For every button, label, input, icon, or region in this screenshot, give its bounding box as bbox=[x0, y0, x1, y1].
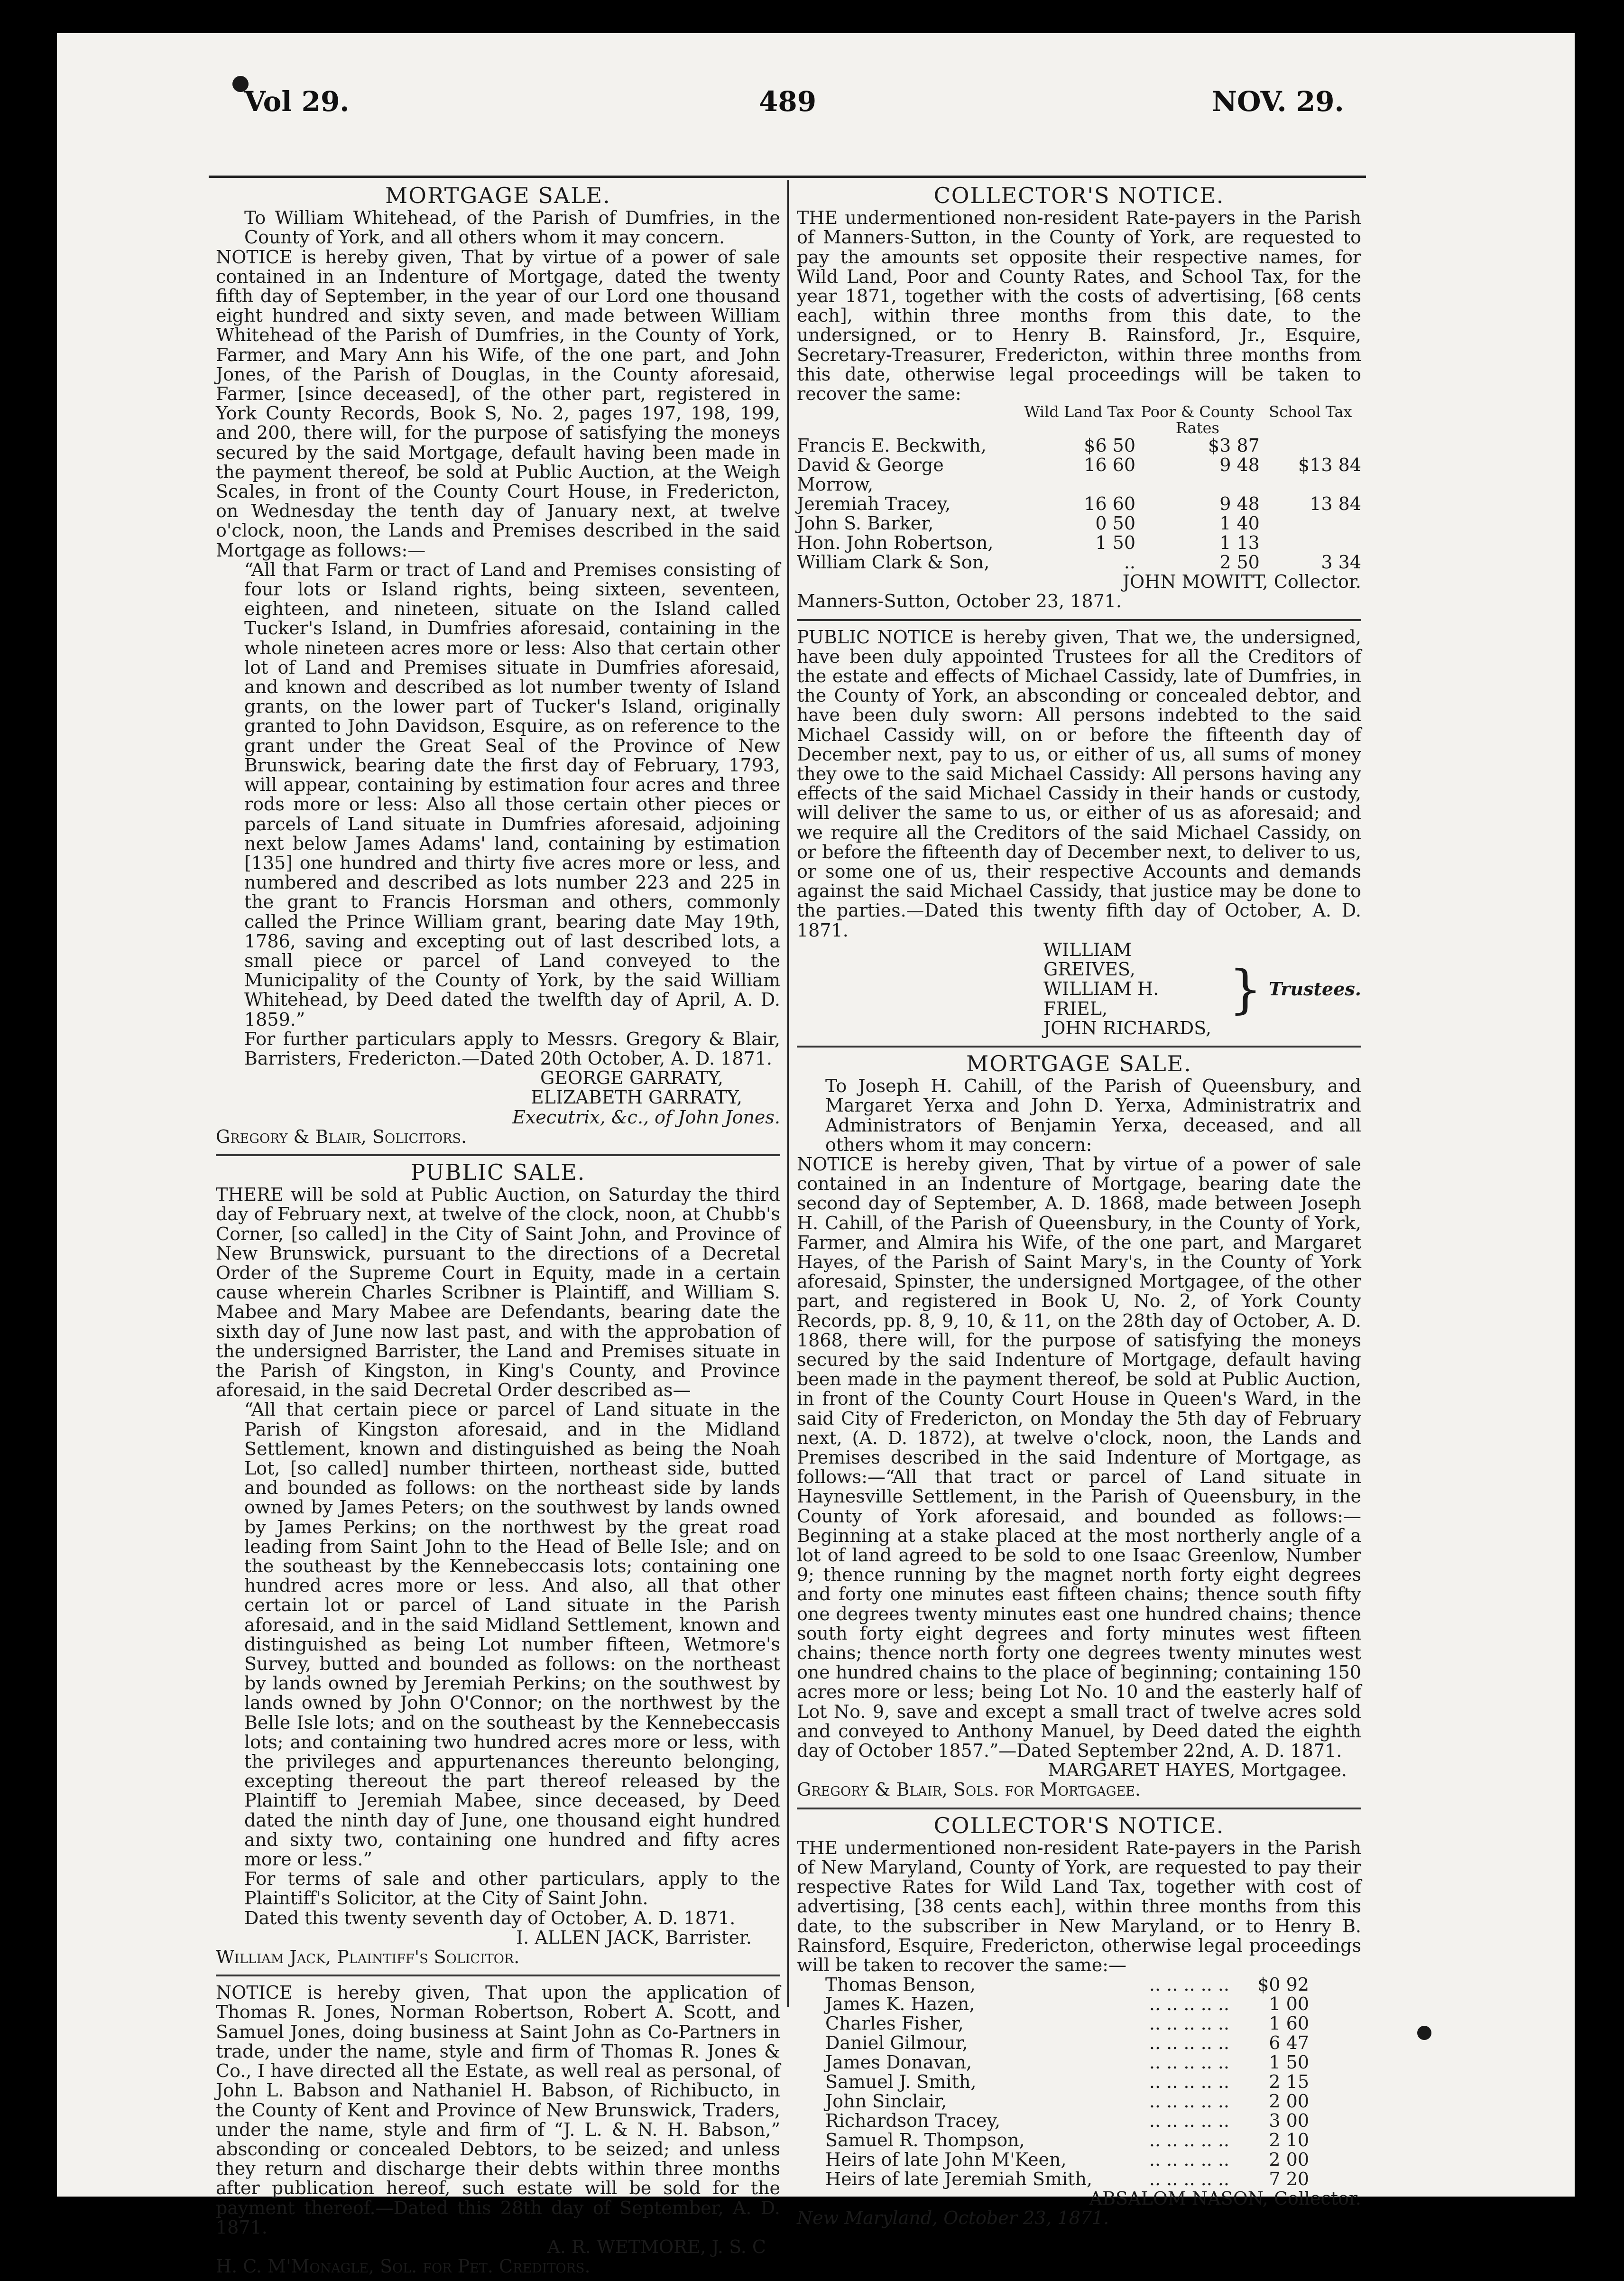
wetmore-signature: A. R. WETMORE, J. S. C bbox=[547, 2236, 766, 2257]
trustee-signature: WILLIAM GREIVES, bbox=[1043, 939, 1135, 980]
mortgage-sale-title: MORTGAGE SALE. bbox=[385, 183, 611, 208]
public-sale-quote: “All that certain piece or parcel of Land situate in the Parish of Kingston aforesaid, and in the Midland Settlement, known and distinguished as being the Noah Lot, [so called] number thirteen, northeast side, butted and bounded as follows: on the northeast side by lands owned by James Peters; on the southwest by lands owned by James Perkins; on the northwest by the great road leading from Saint John to the Head of Belle Isle; and on the southeast by the Kennebeccasis lots; containing one hundred acres more or less. And also, all that other certain lot or parcel of Land situate in the Parish aforesaid, and in the said Midland Settlement, known and distinguished as being Lot number fifteen, Wetmore's Survey, butted and bounded as follows: on the northeast by lands owned by Jeremiah Perkins; on the southwest by lands owned by John O'Connor; on the northwest by the Belle Isle lots; and on the southeast by the Kennebeccasis lots; and containing two hundred acres more or less, with the privileges and appurtenances thereunto belonging, excepting thereout the part thereof released by the Plaintiff to Jeremiah Mabee, since deceased, by Deed dated the ninth day of June, one thousand eight hundred and sixty two, containing one hundred and fifty acres more or less.” bbox=[244, 1399, 780, 1870]
trustee-signature: JOHN RICHARDS, bbox=[1043, 1017, 1211, 1039]
public-sale-dated: Dated this twenty seventh day of October, A. D. 1871. bbox=[244, 1907, 736, 1929]
mortgage-sale-2-body: NOTICE is hereby given, That by virtue of a power of sale contained in an Indenture of Mortgage, bearing date the second day of September, A. D. 1868, made between Joseph H. Cahill, of the Parish of Queensbury, in the County of York, Farmer, and Almira his Wife, of the one part, and Margaret Hayes, of the Parish of Saint Mary's, in the County of York aforesaid, Spinster, the undersigned Mortgagee, of the other part, and registered in Book U, No. 2, of York County Records, pp. 8, 9, 10, & 11, on the 28th day of October, A. D. 1868, there will, for the purpose of satisfying the moneys secured by the said Indenture of Mortgage, default having been made in the payment thereof, be sold at Public Auction, in front of the County Court House in Queen's Ward, in the said City of Fredericton, on Monday the 5th day of February next, (A. D. 1872), at twelve o'clock, noon, the Lands and Premises described in the said Indenture of Mortgage, as follows:—“All that tract or parcel of Land situate in Haynesville Settlement, in the Parish of Queensbury, in the County of York aforesaid, and bounded as follows:—Beginning at a stake placed at the most northerly angle of a lot of land agreed to be sold to one Isaac Greenlow, Number 9; thence running by the magnet north forty eight degrees and forty one minutes east fifteen chains; thence south fifty one degrees twenty minutes east one hundred chains; thence south forty eight degrees and forty minutes west fifteen chains; thence north forty one degrees twenty minutes west one hundred chains to the place of beginning; containing 150 acres more or less; being Lot No. 10 and the easterly half of Lot No. 9, save and except a small tract of twelve acres sold and conveyed to Anthony Manuel, by Deed dated the eighth day of October 1857.”—Dated September 22nd, A. D. 1871. bbox=[797, 1153, 1361, 1762]
mortgagee-solicitors: Gregory & Blair, Sols. for Mortgagee. bbox=[797, 1779, 1141, 1800]
mortgage-sale-body: NOTICE is hereby given, That by virtue of a power of sale contained in an Indenture of Mortgage, dated the twenty fifth day of September, in the year of our Lord one thousand eight hundred and sixty seven, and made between William Whitehead of the Parish of Dumfries, in the County of York, Farmer, and Mary Ann his Wife, of the one part, and John Jones, of the Parish of Douglas, in the County aforesaid, Farmer, [since deceased], of the other part, registered in York County Records, Book S, No. 2, pages 197, 198, 199, and 200, there will, for the purpose of satisfying the moneys secured by the said Mortgage, default having been made in the payment thereof, be sold at Public Auction, at the Weigh Scales, in front of the County Court House, in Fredericton, on Wednesday the tenth day of January next, at twelve o'clock, noon, the Lands and Premises described in the said Mortgage as follows:— bbox=[216, 246, 780, 561]
trustees-brace: } bbox=[1228, 958, 1262, 1020]
table-row: Samuel J. Smith, .. .. .. .. .. 2 15 bbox=[825, 2071, 1309, 2093]
table-row: Jeremiah Tracey, 16 60 9 48 13 84 bbox=[797, 493, 1361, 515]
barrister-signature: I. ALLEN JACK, Barrister. bbox=[516, 1927, 752, 1948]
creditors-solicitor: H. C. M'Monagle, Sol. for Pet. Creditors. bbox=[216, 2256, 591, 2277]
table-row: David & George Morrow, 16 60 9 48 $13 84 bbox=[797, 454, 1361, 495]
collector-notice-body: THE undermentioned non-resident Rate-payers in the Parish of Manners-Sutton, in the County of York, are requested to pay the amounts set opposite their respective names, for Wild Land, Poor and County Rates, and School Tax, for the year 1871, together with the costs of advertising, [68 cents each], within three months from this date, to the undersigned, or to Henry B. Rainsford, Jr., Esquire, Secretary-Treasurer, Fredericton, within three months from this date, otherwise legal proceedings will be taken to recover the same: bbox=[797, 207, 1361, 405]
table-row: Heirs of late John M'Keen, .. .. .. .. .. 2 00 bbox=[825, 2149, 1309, 2170]
col-head-school: School Tax bbox=[1269, 403, 1352, 421]
table-row: Francis E. Beckwith, $6 50 $3 87 bbox=[797, 435, 1260, 456]
table-row: William Clark & Son, .. 2 50 3 34 bbox=[797, 552, 1361, 573]
column-divider bbox=[787, 180, 789, 2007]
section-separator bbox=[216, 1975, 780, 1976]
table-row: John Sinclair, .. .. .. .. .. 2 00 bbox=[825, 2091, 1309, 2112]
public-sale-body: THERE will be sold at Public Auction, on Saturday the third day of February next, at twelve of the clock, noon, at Chubb's Corner, [so called] in the City of Saint John, and Province of New Brunswick, pursuant to the directions of a Decretal Order of the Supreme Court in Equity, made in a certain cause wherein Charles Scribner is Plaintiff, and William S. Mabee and Mary Mabee are Defendants, bearing date the sixth day of June now last past, and with the approbation of the undersigned Barrister, the Land and Premises situate in the Parish of Kingston, in King's County, and Province aforesaid, in the said Decretal Order described as— bbox=[216, 1184, 780, 1401]
table-row: Heirs of late Jeremiah Smith, .. .. .. .. .. 7 20 bbox=[825, 2169, 1309, 2190]
table-row: Thomas Benson, .. .. .. .. .. $0 92 bbox=[825, 1974, 1309, 1995]
table-row: Samuel R. Thompson, .. .. .. .. .. 2 10 bbox=[825, 2130, 1309, 2151]
collector-notice-2-body: THE undermentioned non-resident Rate-payers in the Parish of New Maryland, County of York, are requested to pay their respective Rates for Wild Land Tax, together with cost of advertising, [38 cents each], within three months from this date, to the subscriber in New Maryland, or to Henry B. Rainsford, Esquire, Fredericton, otherwise legal proceedings will be taken to recover the same:— bbox=[797, 1837, 1361, 1976]
collector-notice-2-title: COLLECTOR'S NOTICE. bbox=[933, 1812, 1225, 1838]
mortgage-sale-2-addressee: To Joseph H. Cahill, of the Parish of Queensbury, and Margaret Yerxa and John D. Yerxa, Administratrix and Administrators of Benjamin Yerxa, deceased, and all others whom it may concern: bbox=[825, 1076, 1361, 1155]
header-rule bbox=[209, 176, 1366, 178]
mortgage-sale-2-title: MORTGAGE SALE. bbox=[966, 1050, 1192, 1076]
manners-sutton-dateline: Manners-Sutton, October 23, 1871. bbox=[797, 591, 1122, 612]
table-row: John S. Barker, 0 50 1 40 bbox=[797, 513, 1260, 534]
trustee-signature: WILLIAM H. FRIEL, bbox=[1043, 978, 1159, 1019]
section-separator bbox=[797, 1046, 1361, 1048]
public-sale-title: PUBLIC SALE. bbox=[410, 1159, 586, 1185]
babson-notice-body: NOTICE is hereby given, That upon the application of Thomas R. Jones, Norman Robertson, Robert A. Scott, and Samuel Jones, doing business at Saint John as Co-Partners in trade, under the name, style and firm of Thomas R. Jones & Co., I have directed all the Estate, as well real as personal, of John L. Babson and Nathaniel H. Babson, of Richibucto, in the County of Kent and Province of New Brunswick, Traders, under the name, style and firm of “J. L. & N. H. Babson,” absconding or concealed Debtors, to be seized; and unless they return and discharge their debts within three months after publication hereof, such estate will be sold for the payment thereof.—Dated this 28th day of September, A. D. 1871. bbox=[216, 1982, 780, 2238]
table-row: Daniel Gilmour, .. .. .. .. .. 6 47 bbox=[825, 2032, 1309, 2054]
mortgage-sale-further: For further particulars apply to Messrs. Gregory & Blair, Barristers, Fredericton.—Dated 20th October, A. D. 1871. bbox=[244, 1028, 780, 1069]
table-row: Richardson Tracey, .. .. .. .. .. 3 00 bbox=[825, 2110, 1309, 2132]
manners-sutton-tax-table bbox=[797, 404, 1361, 572]
trustees-role: Trustees. bbox=[1268, 978, 1361, 1000]
left-column bbox=[216, 183, 780, 2277]
section-separator bbox=[216, 1154, 780, 1156]
col-head-poor-county: Poor & County Rates bbox=[1141, 403, 1255, 437]
table-row: James K. Hazen, .. .. .. .. .. 1 00 bbox=[825, 1994, 1309, 2015]
col-head-wild-land: Wild Land Tax bbox=[1024, 403, 1134, 421]
plaintiff-solicitor: William Jack, Plaintiff's Solicitor. bbox=[216, 1947, 520, 1968]
signature-executrix: Executrix, &c., of John Jones. bbox=[512, 1106, 780, 1128]
signature-george-garraty: GEORGE GARRATY, bbox=[540, 1067, 723, 1089]
trustees-signature-block bbox=[797, 940, 1361, 1038]
table-row: James Donavan, .. .. .. .. .. 1 50 bbox=[825, 2052, 1309, 2073]
volume-label: Vol 29. bbox=[244, 85, 350, 118]
trustees-notice-body: PUBLIC NOTICE is hereby given, That we, the undersigned, have been duly appointed Trustees for all the Creditors of the estate and effects of Michael Cassidy, late of Dumfries, in the County of York, an absconding or concealed debtor, and have been duly sworn: All persons indebted to the said Michael Cassidy will, on or before the fifteenth day of December next, pay to us, or either of us, all sums of money they owe to the said Michael Cassidy: All persons having any effects of the said Michael Cassidy in their hands or custody, will deliver the same to us, or either of us as aforesaid; and we require all the Creditors of the said Michael Cassidy, on or before the fifteenth day of December next, to deliver to us, or some one of us, their respective Accounts and demands against the said Michael Cassidy, that justice may be done to the parties.—Dated this twenty fifth day of October, A. D. 1871. bbox=[797, 626, 1361, 941]
new-maryland-dateline: New Maryland, October 23, 1871. bbox=[797, 2207, 1109, 2229]
issue-date: NOV. 29. bbox=[1212, 85, 1344, 118]
mortgage-sale-addressee: To William Whitehead, of the Parish of Dumfries, in the County of York, and all others whom it may concern. bbox=[244, 207, 780, 248]
table-row: Charles Fisher, .. .. .. .. .. 1 60 bbox=[825, 2013, 1309, 2034]
mortgagee-signature: MARGARET HAYES, Mortgagee. bbox=[1048, 1760, 1347, 1781]
new-maryland-tax-table bbox=[825, 1975, 1309, 2189]
section-separator bbox=[797, 1808, 1361, 1809]
collector-notice-title: COLLECTOR'S NOTICE. bbox=[933, 183, 1225, 208]
collector-mowitt-signature: JOHN MOWITT, Collector. bbox=[1122, 571, 1361, 593]
public-sale-terms: For terms of sale and other particulars, apply to the Plaintiff's Solicitor, at the City of Saint John. bbox=[244, 1868, 780, 1909]
solicitors-line: Gregory & Blair, Solicitors. bbox=[216, 1126, 467, 1147]
section-separator bbox=[797, 619, 1361, 621]
page-number: 489 bbox=[759, 85, 817, 118]
right-column bbox=[797, 183, 1361, 2229]
punch-hole-mark bbox=[1417, 2026, 1431, 2040]
collector-nason-signature: ABSALOM NASON, Collector. bbox=[1089, 2188, 1361, 2209]
table-row: Hon. John Robertson, 1 50 1 13 bbox=[797, 532, 1260, 554]
signature-elizabeth-garraty: ELIZABETH GARRATY, bbox=[530, 1087, 742, 1108]
mortgage-sale-quote: “All that Farm or tract of Land and Premises consisting of four lots or Island rights, being sixteen, seventeen, eighteen, and nineteen, situate on the Island called Tucker's Island, in Dumfries aforesaid, containing in the whole nineteen acres more or less: Also that certain other lot of Land and Premises situate in Dumfries aforesaid, and known and described as lot number twenty of Island grants, on the lower part of Tucker's Island, originally granted to John Davidson, Esquire, as on reference to the grant under the Great Seal of the Province of New Brunswick, bearing date the first day of February, 1793, will appear, containing by estimation four acres and three rods more or less: Also all those certain other pieces or parcels of Land situate in Dumfries aforesaid, adjoining next below James Adams' land, containing by estimation [135] one hundred and thirty five acres more or less, and numbered and described as lots number 223 and 225 in the grant to Francis Horsman and others, commonly called the Prince William grant, bearing date May 19th, 1786, saving and excepting out of last described lots, a small piece or parcel of Land conveyed to the Municipality of the County of York, by the said William Whitehead, by Deed dated the twelfth day of April, A. D. 1859.” bbox=[244, 559, 780, 1030]
